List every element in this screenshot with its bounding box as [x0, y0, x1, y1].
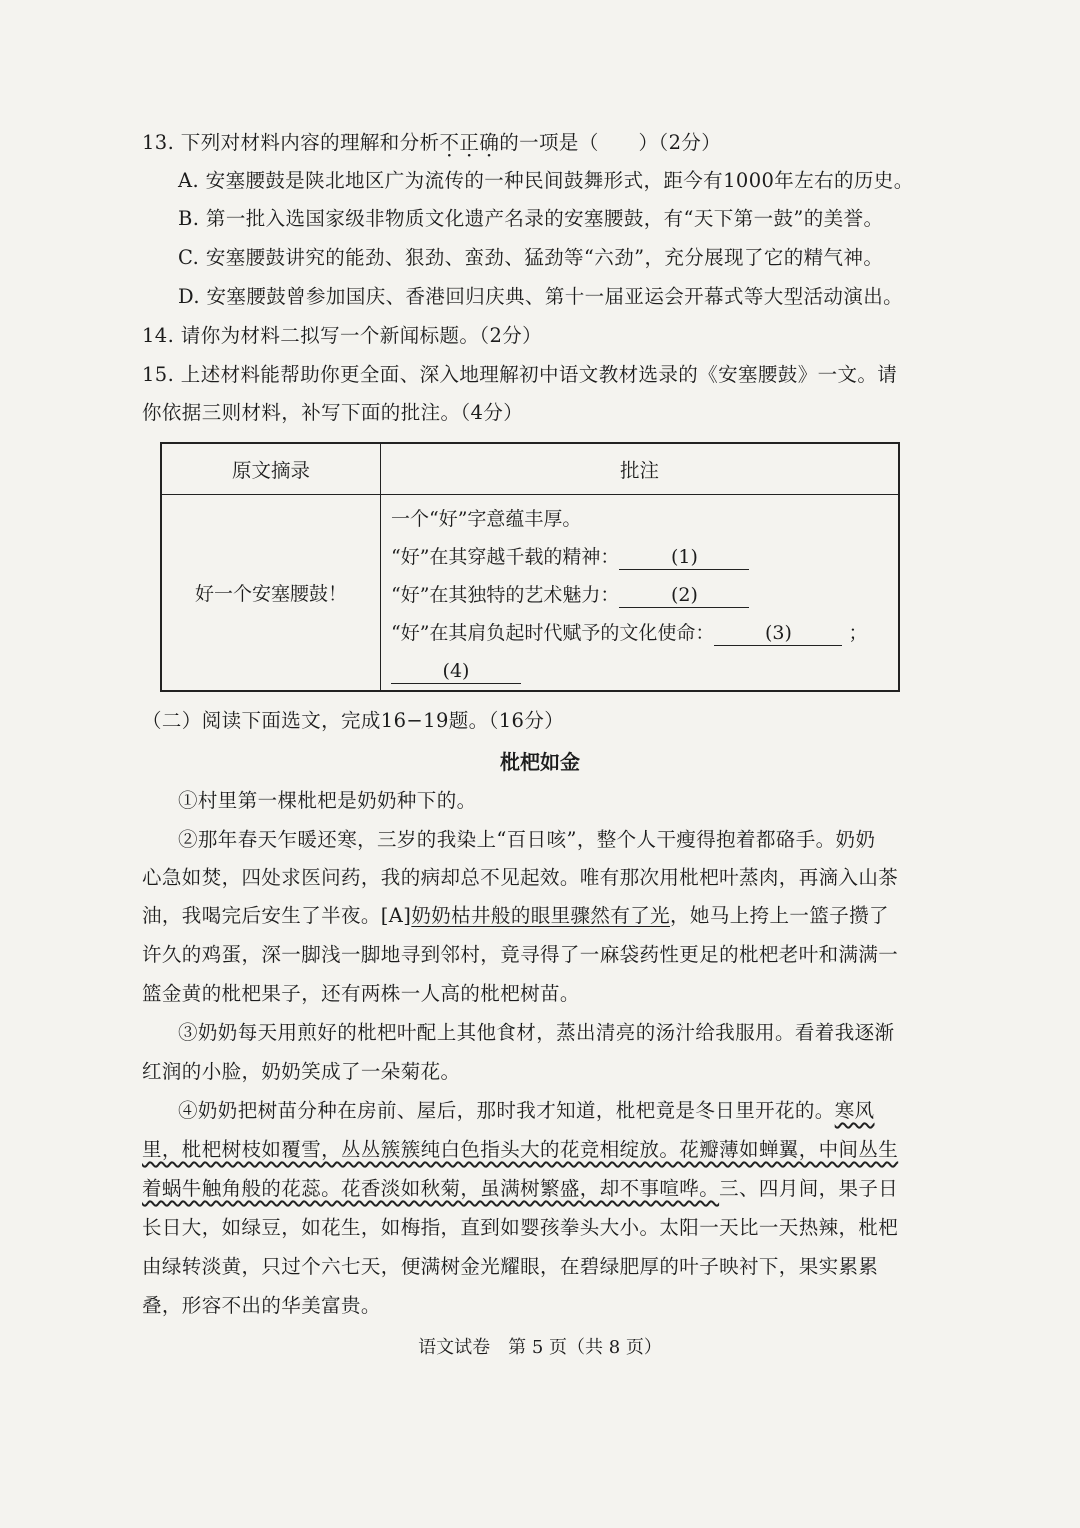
annotation-line-1: 一个“好”字意蕴丰厚。 [391, 508, 582, 530]
paragraph-4-line [142, 1135, 932, 1165]
paragraph-4-line: 叠，形容不出的华美富贵。 [142, 1294, 381, 1317]
paragraph-2-line: 心急如焚，四处求医问药，我的病却总不见起效。唯有那次用枇杷叶蒸肉，再滴入山茶 [142, 866, 899, 889]
emphasis-char: 正 [459, 131, 480, 154]
annotation-line-3: “好”在其独特的艺术魅力： (2) [391, 581, 749, 609]
answer-blank-2[interactable]: (2) [619, 583, 749, 608]
paragraph-4-line: 长日大，如绿豆，如花生，如梅指，直到如婴孩拳头大小。太阳一天比一天热辣，枇杷 [142, 1216, 899, 1239]
question-14: 14. 请你为材料二拟写一个新闻标题。（2分） [142, 324, 543, 347]
option-a: A. 安塞腰鼓是陕北地区广为流传的一种民间鼓舞形式，距今有1000年左右的历史。 [178, 169, 914, 192]
table-header-annotation: 批注 [381, 443, 900, 495]
article-title: 枇杷如金 [500, 750, 580, 774]
annotation-line-4: “好”在其肩负起时代赋予的文化使命： (3) ； [391, 622, 868, 644]
paragraph-2-line: 篮金黄的枇杷果子，还有两株一人高的枇杷树苗。 [142, 982, 580, 1005]
paragraph-4-line: ④奶奶把树苗分种在房前、屋后，那时我才知道，枇杷竟是冬日里开花的。寒风 [178, 1099, 875, 1122]
paragraph-3-line: ③奶奶每天用煎好的枇杷叶配上其他食材，蒸出清亮的汤汁给我服用。看着我逐渐 [178, 1021, 895, 1044]
annotation-table [160, 442, 900, 692]
paragraph-2-line: ②那年春天乍暖还寒，三岁的我染上“百日咳”，整个人干瘦得抱着都硌手。奶奶 [178, 828, 876, 851]
paragraph-4-line: 着蜗牛触角般的花蕊。花香淡如秋菊，虽满树繁盛，却不事喧哗。三、四月间，果子日 [142, 1177, 899, 1200]
underlined-sentence-a: 奶奶枯井般的眼里骤然有了光 [411, 904, 671, 927]
excerpt-cell: 好一个安塞腰鼓！ [161, 495, 381, 692]
answer-blank-1[interactable]: (1) [619, 545, 749, 570]
paragraph-1: ①村里第一棵枇杷是奶奶种下的。 [178, 789, 477, 812]
emphasis-char: 确 [479, 131, 500, 154]
paragraph-2-line: 许久的鸡蛋，深一脚浅一脚地寻到邻村，竟寻得了一麻袋药性更足的枇杷老叶和满满一 [142, 943, 899, 966]
paragraph-3-line: 红润的小脸，奶奶笑成了一朵菊花。 [142, 1060, 461, 1083]
option-d: D. 安塞腰鼓曾参加国庆、香港回归庆典、第十一届亚运会开幕式等大型活动演出。 [178, 285, 904, 308]
table-header-excerpt: 原文摘录 [161, 443, 381, 495]
option-c: C. 安塞腰鼓讲究的能劲、狠劲、蛮劲、猛劲等“六劲”，充分展现了它的精气神。 [178, 246, 884, 269]
annotation-line-5 [391, 657, 521, 685]
annotation-line-2: “好”在其穿越千载的精神： (1) [391, 543, 749, 571]
paragraph-4-line: 由绿转淡黄，只过个六七天，便满树金光耀眼，在碧绿肥厚的叶子映衬下，果实累累 [142, 1255, 879, 1278]
section-2-heading: （二）阅读下面选文，完成16−19题。（16分） [142, 709, 565, 732]
emphasis-char: 不 [439, 131, 460, 154]
wavy-underline-text: 里，枇杷树枝如覆雪，丛丛簇簇纯白色指头大的花竞相绽放。花瓣薄如蝉翼，中间丛生 [142, 1138, 899, 1161]
option-b: B. 第一批入选国家级非物质文化遗产名录的安塞腰鼓，有“天下第一鼓”的美誉。 [178, 207, 884, 230]
answer-blank-4[interactable]: (4) [391, 659, 521, 684]
wavy-underline-text: 着蜗牛触角般的花蕊。花香淡如秋菊，虽满树繁盛，却不事喧哗。 [142, 1177, 720, 1200]
annotation-cell [381, 495, 900, 692]
wavy-underline-text: 寒风 [834, 1099, 875, 1122]
page-footer: 语文试卷 第 5 页（共 8 页） [418, 1337, 662, 1358]
question-15-line2: 你依据三则材料，补写下面的批注。（4分） [142, 401, 524, 424]
question-15-line1: 15. 上述材料能帮助你更全面、深入地理解初中语文教材选录的《安塞腰鼓》一文。请 [142, 363, 898, 386]
question-13-stem: 13. 下列对材料内容的理解和分析不正确的一项是（ ）（2分） [142, 131, 722, 154]
paragraph-2-line: 油，我喝完后安生了半夜。[A]奶奶枯井般的眼里骤然有了光，她马上挎上一篮子攒了 [142, 904, 889, 927]
answer-blank-3[interactable]: (3) [714, 621, 842, 646]
